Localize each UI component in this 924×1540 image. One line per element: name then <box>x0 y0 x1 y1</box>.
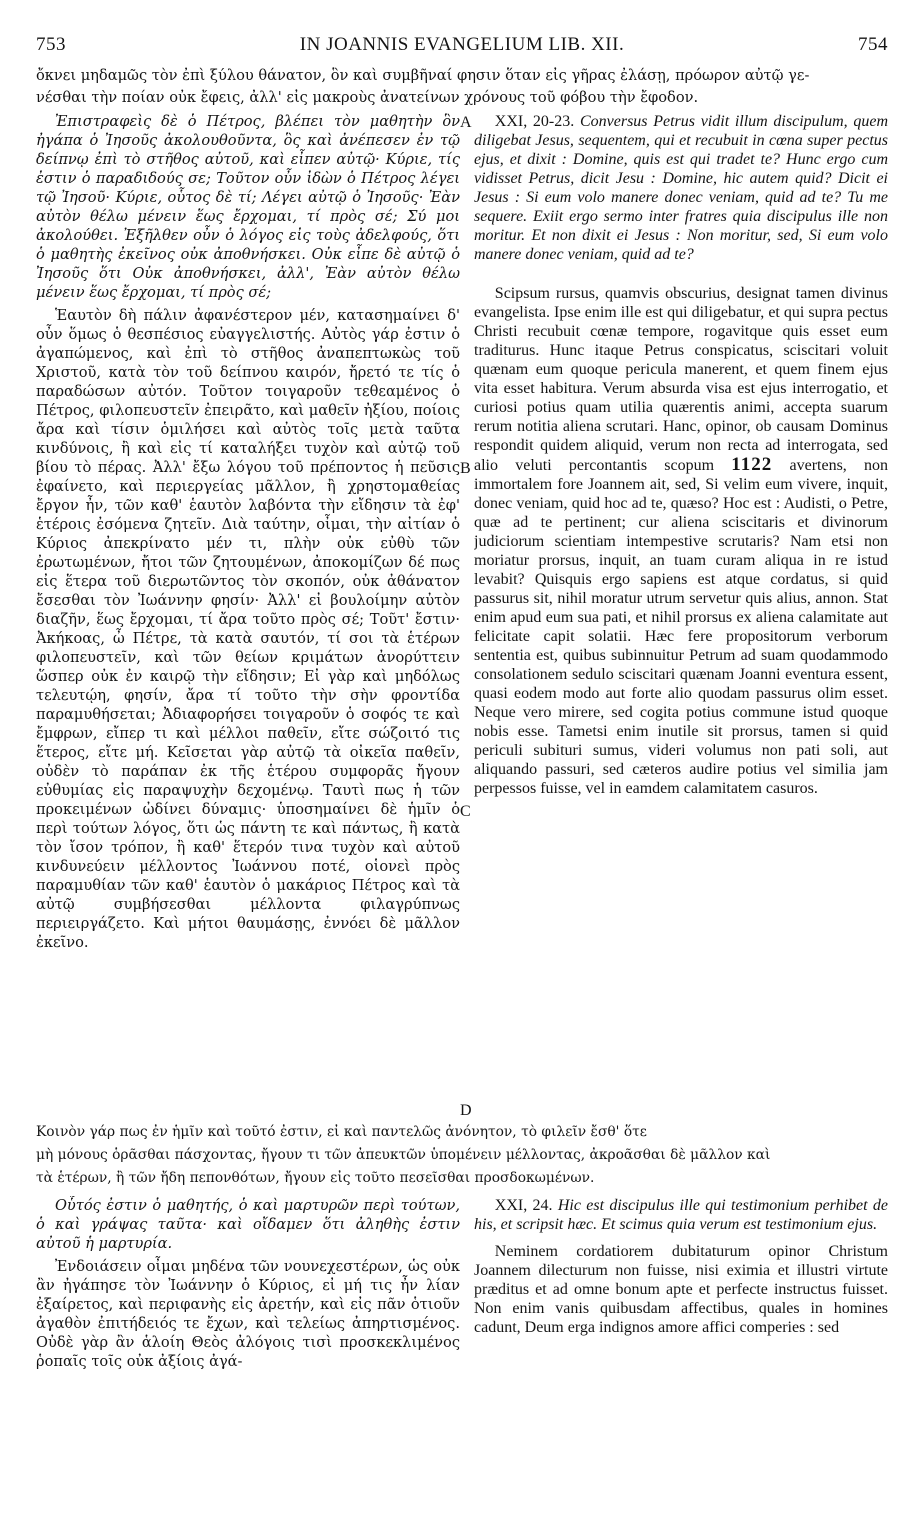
full-width-line-1: Κοινὸν γάρ πως ἐν ἡμῖν καὶ τοῦτό ἐστιν, εἰ καὶ παντελῶς ἀνόνητον, τὸ φιλεῖν ἔσθ' ὅτε <box>36 1124 647 1140</box>
page-number-right: 754 <box>858 34 888 55</box>
full-width-line-3: τὰ ἑτέρων, ἢ τῶν ἤδη πεπονθότων, ἤγουν εἰς τοῦτο πεσεῖσθαι προσδοκωμένων. <box>36 1170 595 1186</box>
latin-lemma-2 <box>474 1196 888 1234</box>
margin-letter-b: B <box>460 460 471 477</box>
latin-reference-1: XXI, 20-23. <box>494 113 575 130</box>
margin-letter-a: A <box>460 114 472 131</box>
latin-column-1 <box>474 112 888 1122</box>
margin-letter-c: C <box>460 803 471 820</box>
margin-letter-d: D <box>460 1102 472 1119</box>
greek-column-2 <box>36 1196 460 1496</box>
latin-column-2 <box>474 1196 888 1496</box>
page-header <box>36 34 888 58</box>
greek-lemma-1: Ἐπιστραφεὶς δὲ ὁ Πέτρος, βλέπει τὸν μαθητὴν ὃν ἠγάπα ὁ Ἰησοῦς ἀκολουθοῦντα, ὃς καὶ ἀνέπεσεν ἐν τῷ δείπνῳ ἐπὶ τὸ στῆθος αὐτοῦ, καὶ εἶπεν αὐτῷ· Κύριε, τίς ἐστιν ὁ παραδιδούς σε; Τοῦτον οὖν ἰδὼν ὁ Πέτρος λέγει τῷ Ἰησοῦ· Κύριε, οὗτος δὲ τί; Λέγει αὐτῷ ὁ Ἰησοῦς· Ἐὰν αὐτὸν θέλω μένειν ἕως ἔρχομαι, τί πρὸς σέ; Σύ μοι ἀκολούθει. Ἐξῆλθεν οὖν ὁ λόγος εἰς τοὺς ἀδελφούς, ὅτι ὁ μαθητὴς ἐκεῖνος οὐκ ἀποθνήσκει. Οὐκ εἶπε δὲ αὐτῷ ὁ Ἰησοῦς ὅτι Οὐκ ἀποθνήσκει, ἀλλ', Ἐὰν αὐτὸν θέλω μένειν ἕως ἔρχομαι, τί πρὸς σέ; <box>36 113 460 301</box>
opening-line-1: ὄκνει μηδαμῶς τὸν ἐπὶ ξύλου θάνατον, ὃν καὶ συμβῆναί φησιν ὅταν εἰς γῆρας ἐλάσῃ, πρόωρον αὐτῷ γε- <box>36 67 810 84</box>
greek-commentary-1: Ἑαυτὸν δὴ πάλιν ἀφανέστερον μέν, κατασημαίνει δ' οὖν ὅμως ὁ θεσπέσιος εὐαγγελιστής. Αὐτὸς γάρ ἐστιν ὁ ἀγαπώμενος, καὶ ἐπὶ τὸ στῆθος ἀναπεπτωκὼς τοῦ Χριστοῦ, κατὰ τὸν τοῦ δείπνου καιρόν, ἤρετό τε τίς ὁ παραδώσων αὐτόν. Τοῦτον τοιγαροῦν τεθεαμένος ὁ Πέτρος, φιλοπευστεῖν ἐπειρᾶτο, καὶ μαθεῖν ἠξίου, ποίοις ἄρα καὶ τίσιν ὁμιλήσει καὶ αὐτὸς τοῖς μετὰ ταῦτα κινδύνοις, ἢ καὶ εἰς τί καταλήξει τυχὸν καὶ αὐτῷ τοῦ βίου τὸ πέρας. Ἀλλ' ἔξω λόγου τοῦ πρέποντος ἡ πεῦσις ἐφαίνετο, καὶ περιεργείας μᾶλλον, ἢ χρηστομαθείας ἔργον ἦν, τῶν καθ' ἑαυτὸν λαβόντα τὴν εἴδησιν τὰ ἐφ' ἑτέροις ἐσόμενα ζητεῖν. Διὰ ταύτην, οἶμαι, τὴν αἰτίαν ὁ Κύριος ἀπεκρίνατο μέν τι, πλὴν οὐκ εὐθὺ τῶν ἐρωτωμένων, ἤτοι τῶν ζητουμένων, ἀποκομίζων δέ πως εἰς ἕτερα τοῦ διερωτῶντος τὸν σκοπόν, οὐκ ἀθάνατον ἔσεσθαι τὸν Ἰωάννην φησίν· Ἀλλ' εἰ βουλοίμην αὐτὸν διαζῆν, ἕως ἔρχομαι, τί ἄρα τοῦτο πρὸς σέ; Τοῦτ' ἔστιν· Ἀκήκοας, ὦ Πέτρε, τὰ κατὰ σαυτόν, τί σοι τὰ ἑτέρων φιλοπευστεῖν, καὶ τῶν θείων κριμάτων ἀνορύττειν ὥσπερ οὐκ ἐν καιρῷ τὴν εἴδησιν; Εἰ γὰρ καὶ μηδόλως τελευτῴη, φησίν, ἄρα τί τοῦτο τὴν σὴν φροντίδα παραμυθήσεται; Ἀδιαφορήσει τοιγαροῦν ὁ σοφός τε καὶ ἔμφρων, εἴπερ τι καὶ μέλλοι παθεῖν, εἴτε σώζοιτό τις ἕτερος, εἴτε μή. Κεῖσεται γὰρ αὐτῷ τὰ οἰκεῖα παθεῖν, οὐδὲν τὸ παράπαν ἐκ τῆς ἑτέρου συμφορᾶς ἤγουν εὐθυμίας εἰς παραψυχὴν δεχομένῳ. Ταυτὶ πως ἡ τῶν προκειμένων ὠδίνει δύναμις· ὑποσημαίνει δὲ ἡμῖν ὁ περὶ τούτων λόγος, ὅτι ὡς πάντη τε καὶ πάντως, ἢ κατὰ τὸν ἴσον τρόπον, ἢ καθ' ἕτερόν τινα τυχὸν καὶ αὐτοῦ κινδυνεύειν μέλλοντος Ἰωάννου ποτέ, οἱονεὶ πρὸς παραμυθίαν τῶν καθ' ἑαυτὸν ὁ μακάριος Πέτρος καὶ τὰ αὐτῷ συμβήσεσθαι μέλλοντα φιλαγρύπνως περιειργάζετο. Καὶ μήτοι θαυμάσῃς, ἐννόει δὲ μᾶλλον ἐκεῖνο. <box>36 307 460 951</box>
latin-commentary-1b: avertens, non immortalem fore Joannem ait, sed, Si velim eum vivere, inquit, donec veniam, quid hoc ad te, quæso? Hoc est : Audisti, o Petre, quæ ad te pertinent; cur aliena sciscitaris et divinorum judiciorum scientiam intempestive scrutaris? Nam etsi non moriatur prorsus, inquit, an tuam curam aliqua in re istud levabit? Quisquis ergo sapiens est atque cordatus, si quid passurus sit, nihil moratur utrum servetur quis alius, annon. Stat enim apud eum sua pati, et nihil prorsus ex aliena calamitate aut felicitate capit solatii. Hæc fere propositorum verborum sententia est, quibus subinnuitur Petrum ad suam quodammodo consolationem sedulo sciscitari quænam Joanni eventura essent, quasi eodem modo aut forte alio quodam passurus olim esset. Neque vero mirere, sed cogita potius commune istud quoque nobis esse. Tametsi enim inutile sit prorsus, tamen si quid periculi subituri sumus, videri volumus non pati soli, aut aliquando passuri, sed cæteros audire potius vel similia jam perpessos fuisse, vel in eamdem calamitatem casuros. <box>474 457 888 797</box>
latin-lemma-text-1: Conversus Petrus vidit illum discipulum, quem diligebat Jesus, sequentem, qui et recubuit in cœna super pectus ejus, et dixit : Domine, quis est qui tradet te? Hunc ergo cum vidisset Petrus, dicit Jesu : Domine, hic autem quid? Dicit ei Jesus : Si eum volo manere donec veniam, quid ad te? Tu me sequere. Exiit ergo sermo inter fratres quia discipulus ille non moritur. Et non dixit ei Jesus : Non moritur, sed, Si eum volo manere donec veniam, quid ad te? <box>474 113 888 263</box>
opening-line-2: νέσθαι τὴν ποίαν οὐκ ἔφεις, ἀλλ' εἰς μακροὺς ἀνατείνων χρόνους τοῦ φόβου τὴν ἔφοδον. <box>36 89 699 106</box>
page-number-left: 753 <box>36 34 66 55</box>
latin-reference-2: XXI, 24. <box>494 1197 553 1214</box>
latin-commentary-2: Neminem cordatiorem dubitaturum opinor Christum Joannem dilecturum non fuisse, nisi eximia et illustri virtute præditus et ad omne bonum apte et perfecte instructus fuisset. Non enim vanis quibusdam affectibus, quales in homines cadunt, Deum erga indignos amore affici comperies : sed <box>474 1243 888 1336</box>
latin-lemma-text-2: Hic est discipulus ille qui testimonium perhibet de his, et scripsit hæc. Et scimus quia verum est testimonium ejus. <box>474 1197 888 1233</box>
latin-lemma-1 <box>474 112 888 264</box>
latin-commentary-1a: Scipsum rursus, quamvis obscurius, designat tamen divinus evangelista. Ipse enim ille est qui diligebatur, et qui supra pectus Christi recubuit cœnæ tempore, rogavitque quis esset eum traditurus. Hunc itaque Petrus conspicatus, sciscitari voluit quænam eum quoque pericula manerent, et quem finem ejus vita esset habitura. Verum absurda visa est ejus interrogatio, et curiosi potius quam utilia quærentis animi, accepta suarum rerum notitia aliena scrutari. Hanc, opinor, ob causam Dominus respondit quidem aliquid, verum non recta ad interrogata, sed alio veluti percontantis scopum <box>474 285 888 474</box>
greek-column-1 <box>36 112 460 1122</box>
full-width-line-2: μὴ μόνους ὁρᾶσθαι πάσχοντας, ἤγουν τι τῶν ἀπευκτῶν ὑπομένειν μέλλοντας, ἀκροᾶσθαι δὲ μᾶλλον καὶ <box>36 1147 771 1163</box>
greek-commentary-2: Ἐνδοιάσειν οἶμαι μηδένα τῶν νουνεχεστέρων, ὡς οὐκ ἂν ἠγάπησε τὸν Ἰωάννην ὁ Κύριος, εἰ μή τις ἦν λίαν ἐξαίρετος, καὶ περιφανὴς εἰς ἀρετήν, καὶ εἰς πᾶν ὁτιοῦν ἀγαθὸν ἐπιτήδειός τε ἔχων, καὶ τελείως ἀπηρτισμένος. Οὐδὲ γὰρ ἂν ἁλοίη Θεὸς ἀλόγοις τισὶ προσκεκλιμένος ῥοπαῖς τοῖς οὐκ ἀξίοις ἀγά- <box>36 1258 460 1370</box>
greek-lemma-2: Οὗτός ἐστιν ὁ μαθητής, ὁ καὶ μαρτυρῶν περὶ τούτων, ὁ καὶ γράψας ταῦτα· καὶ οἴδαμεν ὅτι ἀληθὴς ἐστιν αὐτοῦ ἡ μαρτυρία. <box>36 1197 460 1252</box>
latin-commentary-1 <box>474 284 888 798</box>
running-title: IN JOANNIS EVANGELIUM LIB. XII. <box>299 34 625 55</box>
column-number: 1122 <box>731 454 773 475</box>
